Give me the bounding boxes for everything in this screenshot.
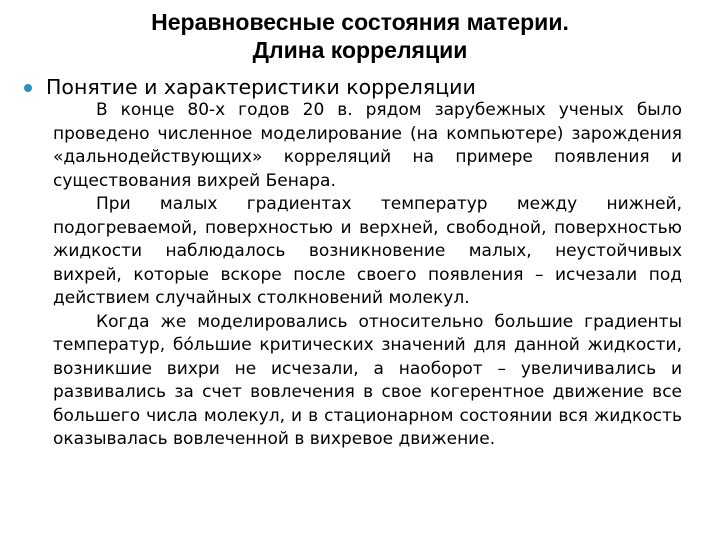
slide-title-line-1: Неравновесные состояния материи. [151,9,569,35]
slide-title-line-2: Длина корреляции [252,37,468,63]
bullet-text: Понятие и характеристики корреляции [46,75,476,99]
paragraph-2: При малых градиентах температур между нижней, подогреваемой, поверхностью и верхней, свободной, поверхностью жидкости наблюдалось возникновение малых, неустойчивых вихрей, которые вскоре после своего появления – исчезали под действием случайных столкновений молекул. [53,194,682,308]
slide-title [0,8,720,64]
paragraph-3: Когда же моделировались относительно большие градиенты температур, бо́льшие критических значений для данной жидкости, возникшие вихри не исчезали, а наоборот – увеличивались и развивались за счет вовлечения в свое когерентное движение все большего числа молекул, и в стационарном состоянии вся жидкость оказывалась вовлеченной в вихревое движение. [53,311,682,449]
bullet-dot-icon [24,84,32,92]
body-text [53,99,682,452]
bullet-item [24,72,476,102]
paragraph-1: В конце 80-х годов 20 в. рядом зарубежных ученых было проведено численное моделирование (на компьютере) зарождения «дальнодействующих» корреляций на примере появления и существования вихрей Бенара. [53,100,682,191]
